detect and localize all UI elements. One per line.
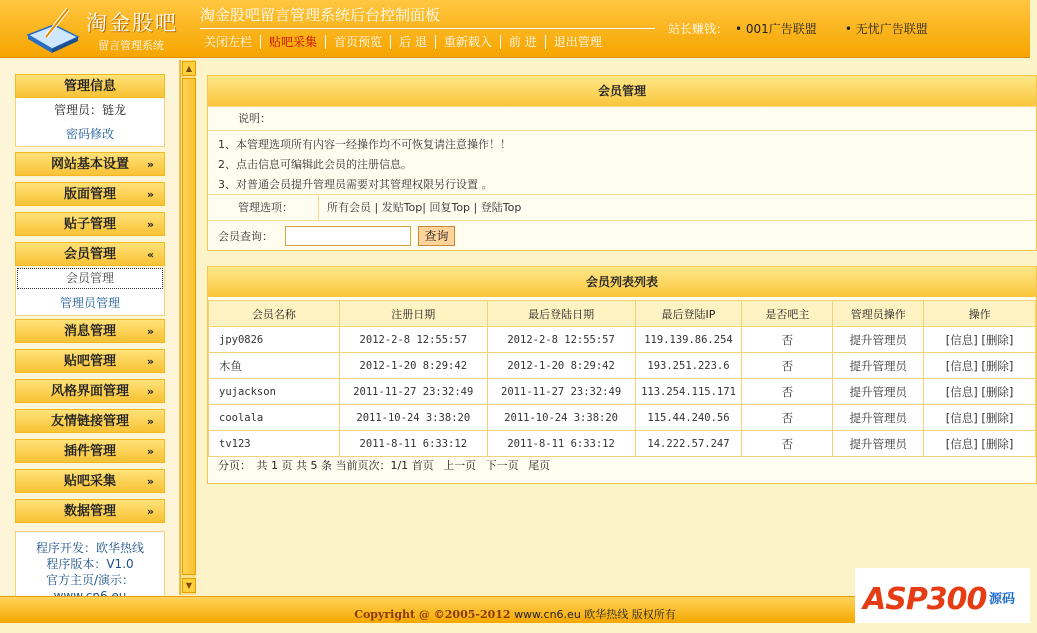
scroll-down-arrow-icon[interactable]: ▼	[182, 578, 196, 593]
cell-promote-admin[interactable]: 提升管理员	[833, 405, 924, 431]
program-version: 程序版本：V1.0	[46, 557, 134, 571]
top-nav	[196, 35, 610, 49]
scroll-up-arrow-icon[interactable]: ▲	[182, 61, 196, 76]
menu-data-manage[interactable]	[15, 499, 165, 523]
cell-last-ip: 14.222.57.247	[635, 431, 742, 457]
cell-member-name: 木鱼	[209, 353, 340, 379]
nav-home-preview[interactable]: 首页预览	[326, 35, 391, 49]
member-manage-panel	[207, 75, 1037, 251]
menu-label: 贴吧管理	[63, 354, 116, 369]
chevron-up-icon: »	[146, 249, 154, 262]
cell-moderator: 否	[742, 431, 833, 457]
table-row	[209, 405, 1036, 431]
menu-post-manage[interactable]	[15, 212, 165, 236]
col-last-ip: 最后登陆IP	[635, 301, 742, 327]
sidebar	[0, 60, 180, 595]
footer-site: www.cn6.eu 欧华热线 版权所有	[514, 608, 676, 621]
delete-link[interactable]: [删除]	[981, 410, 1014, 425]
menu-forum-collect[interactable]	[15, 469, 165, 493]
admin-info-body	[15, 98, 165, 147]
cell-last-login: 2012-1-20 8:29:42	[487, 353, 635, 379]
ad-link-001[interactable]: • 001广告联盟	[735, 20, 817, 37]
nav-forward[interactable]: 前 进	[501, 35, 546, 49]
logo-icon	[24, 5, 82, 55]
chevron-down-icon: »	[146, 445, 154, 458]
cell-reg-date: 2011-10-24 3:38:20	[339, 405, 487, 431]
cell-last-login: 2012-2-8 12:55:57	[487, 327, 635, 353]
logo-subtitle: 留言管理系统	[98, 39, 164, 52]
options-row: 管理选项： 所有会员 | 发贴Top| 回复Top | 登陆Top	[208, 194, 1036, 220]
option-reply-top[interactable]: 回复Top	[429, 201, 471, 214]
cell-member-name: yujackson	[209, 379, 340, 405]
menu-link-manage[interactable]	[15, 409, 165, 433]
cell-last-ip: 119.139.86.254	[635, 327, 742, 353]
table-row	[209, 327, 1036, 353]
menu-message-manage[interactable]	[15, 319, 165, 343]
note-item: 1、本管理选项所有内容一经操作均不可恢复请注意操作！！	[218, 138, 511, 151]
info-link[interactable]: [信息]	[945, 358, 978, 373]
cell-actions	[924, 353, 1036, 379]
cell-last-login: 2011-10-24 3:38:20	[487, 405, 635, 431]
password-change-link[interactable]: 密码修改	[65, 127, 114, 141]
logo-title: 淘金股吧	[86, 11, 178, 35]
copyright: Copyright @ ©2005-2012	[354, 608, 511, 621]
chevron-down-icon: »	[146, 188, 154, 201]
delete-link[interactable]: [删除]	[981, 436, 1014, 451]
scroll-thumb[interactable]	[182, 78, 196, 575]
cell-promote-admin[interactable]: 提升管理员	[833, 327, 924, 353]
search-label: 会员查询：	[218, 230, 273, 243]
nav-forum-collect[interactable]: 贴吧采集	[261, 35, 326, 49]
option-login-top[interactable]: 登陆Top	[480, 201, 522, 214]
cell-last-login: 2011-11-27 23:32:49	[487, 379, 635, 405]
cell-moderator: 否	[742, 379, 833, 405]
menu-style-manage[interactable]	[15, 379, 165, 403]
member-table	[208, 300, 1036, 457]
note-label: 说明：	[238, 112, 271, 125]
chevron-down-icon: »	[146, 385, 154, 398]
menu-member-manage[interactable]	[15, 242, 165, 266]
cell-reg-date: 2011-8-11 6:33:12	[339, 431, 487, 457]
info-link[interactable]: [信息]	[945, 436, 978, 451]
cell-actions	[924, 405, 1036, 431]
delete-link[interactable]: [删除]	[981, 358, 1014, 373]
cell-last-ip: 113.254.115.171	[635, 379, 742, 405]
top-header	[0, 0, 1030, 58]
admin-info-block	[15, 74, 165, 147]
option-all-members[interactable]: 所有会员	[327, 201, 371, 214]
submenu-member-manage[interactable]: 会员管理	[17, 268, 163, 289]
col-reg-date: 注册日期	[339, 301, 487, 327]
system-title: 淘金股吧留言管理系统后台控制面板	[200, 6, 441, 24]
cell-reg-date: 2011-11-27 23:32:49	[339, 379, 487, 405]
menu-label: 网站基本设置	[50, 157, 129, 172]
menu-label: 贴子管理	[63, 217, 116, 232]
delete-link[interactable]: [删除]	[981, 384, 1014, 399]
table-header-row	[209, 301, 1036, 327]
chevron-down-icon: »	[146, 325, 154, 338]
cell-moderator: 否	[742, 353, 833, 379]
menu-forum-manage[interactable]	[15, 349, 165, 373]
note-label-row	[208, 106, 1036, 130]
menu-label: 会员管理	[63, 247, 116, 262]
table-row	[209, 353, 1036, 379]
col-actions: 操作	[924, 301, 1036, 327]
menu-label: 风格界面管理	[50, 384, 129, 399]
cell-promote-admin[interactable]: 提升管理员	[833, 379, 924, 405]
earn-label: 站长赚钱：	[668, 22, 729, 36]
cell-member-name: coolala	[209, 405, 340, 431]
col-moderator: 是否吧主	[742, 301, 833, 327]
pagination	[218, 457, 556, 473]
nav-back[interactable]: 后 退	[391, 35, 436, 49]
chevron-down-icon: »	[146, 475, 154, 488]
pager-first[interactable]: 首页	[411, 459, 434, 472]
cell-moderator: 否	[742, 405, 833, 431]
menu-label: 友情链接管理	[50, 414, 129, 429]
info-link[interactable]: [信息]	[945, 384, 978, 399]
menu-label: 数据管理	[63, 504, 116, 519]
menu-site-settings[interactable]	[15, 152, 165, 176]
ad-links	[735, 20, 956, 37]
cell-actions	[924, 327, 1036, 353]
watermark-sub: 源码	[989, 592, 1016, 607]
member-submenu	[15, 268, 165, 316]
menu-plugin-manage[interactable]	[15, 439, 165, 463]
cell-actions	[924, 379, 1036, 405]
cell-promote-admin[interactable]: 提升管理员	[833, 353, 924, 379]
panel-title: 会员列表列表	[208, 267, 1036, 297]
cell-actions	[924, 431, 1036, 457]
table-row	[209, 379, 1036, 405]
cell-member-name: jpy0826	[209, 327, 340, 353]
chevron-down-icon: »	[146, 218, 154, 231]
menu-board-manage[interactable]	[15, 182, 165, 206]
nav-logout[interactable]: 退出管理	[553, 35, 602, 49]
menu-label: 消息管理	[63, 324, 116, 339]
notes-row	[208, 130, 1036, 194]
delete-link[interactable]: [删除]	[981, 332, 1014, 347]
menu-label: 插件管理	[63, 444, 116, 459]
member-search-input[interactable]	[285, 226, 411, 246]
cell-last-ip: 115.44.240.56	[635, 405, 742, 431]
chevron-down-icon: »	[146, 355, 154, 368]
nav-close-left[interactable]: 关闭左栏	[196, 35, 261, 49]
cell-member-name: tv123	[209, 431, 340, 457]
pager-next[interactable]: 下一页	[485, 459, 519, 472]
note-item: 2、点击信息可编辑此会员的注册信息。	[218, 158, 412, 171]
menu-label: 版面管理	[63, 187, 116, 202]
program-developer: 程序开发：欧华热线	[35, 541, 144, 555]
cell-reg-date: 2012-2-8 12:55:57	[339, 327, 487, 353]
asp300-watermark-logo	[855, 568, 1030, 623]
pager-text: 分页： 共 1 页 共 5 条 当前页次：1/1	[218, 459, 409, 472]
col-member-name: 会员名称	[209, 301, 340, 327]
table-row	[209, 431, 1036, 457]
ad-link-51[interactable]: • 无忧广告联盟	[845, 20, 928, 37]
cell-last-login: 2011-8-11 6:33:12	[487, 431, 635, 457]
option-post-top[interactable]: 发贴Top	[381, 201, 423, 214]
menu-label: 贴吧采集	[63, 474, 116, 489]
panel-title: 会员管理	[208, 76, 1036, 106]
col-last-login: 最后登陆日期	[487, 301, 635, 327]
submenu-admin-manage[interactable]: 管理员管理	[59, 296, 120, 310]
cell-moderator: 否	[742, 327, 833, 353]
col-admin-op: 管理员操作	[833, 301, 924, 327]
official-site-label: 官方主页/演示：	[45, 573, 135, 587]
chevron-down-icon: »	[146, 415, 154, 428]
sidebar-scrollbar[interactable]	[180, 60, 196, 595]
pager-prev[interactable]: 上一页	[443, 459, 477, 472]
search-button[interactable]: 查询	[418, 226, 455, 246]
chevron-down-icon: »	[146, 158, 154, 171]
cell-last-ip: 193.251.223.6	[635, 353, 742, 379]
info-link[interactable]: [信息]	[945, 332, 978, 347]
pager-last[interactable]: 尾页	[528, 459, 551, 472]
cell-reg-date: 2012-1-20 8:29:42	[339, 353, 487, 379]
title-divider	[200, 28, 655, 29]
watermark-text: ASP300	[863, 582, 987, 617]
nav-reload[interactable]: 重新载入	[436, 35, 501, 49]
member-list-panel	[207, 266, 1037, 484]
options-label: 管理选项：	[238, 201, 293, 214]
info-link[interactable]: [信息]	[945, 410, 978, 425]
admin-name: 管理员：链龙	[53, 103, 126, 117]
cell-promote-admin[interactable]: 提升管理员	[833, 431, 924, 457]
admin-info-header: 管理信息	[15, 74, 165, 98]
note-item: 3、对普通会员提升管理员需要对其管理权限另行设置 。	[218, 178, 493, 191]
chevron-down-icon: »	[146, 505, 154, 518]
